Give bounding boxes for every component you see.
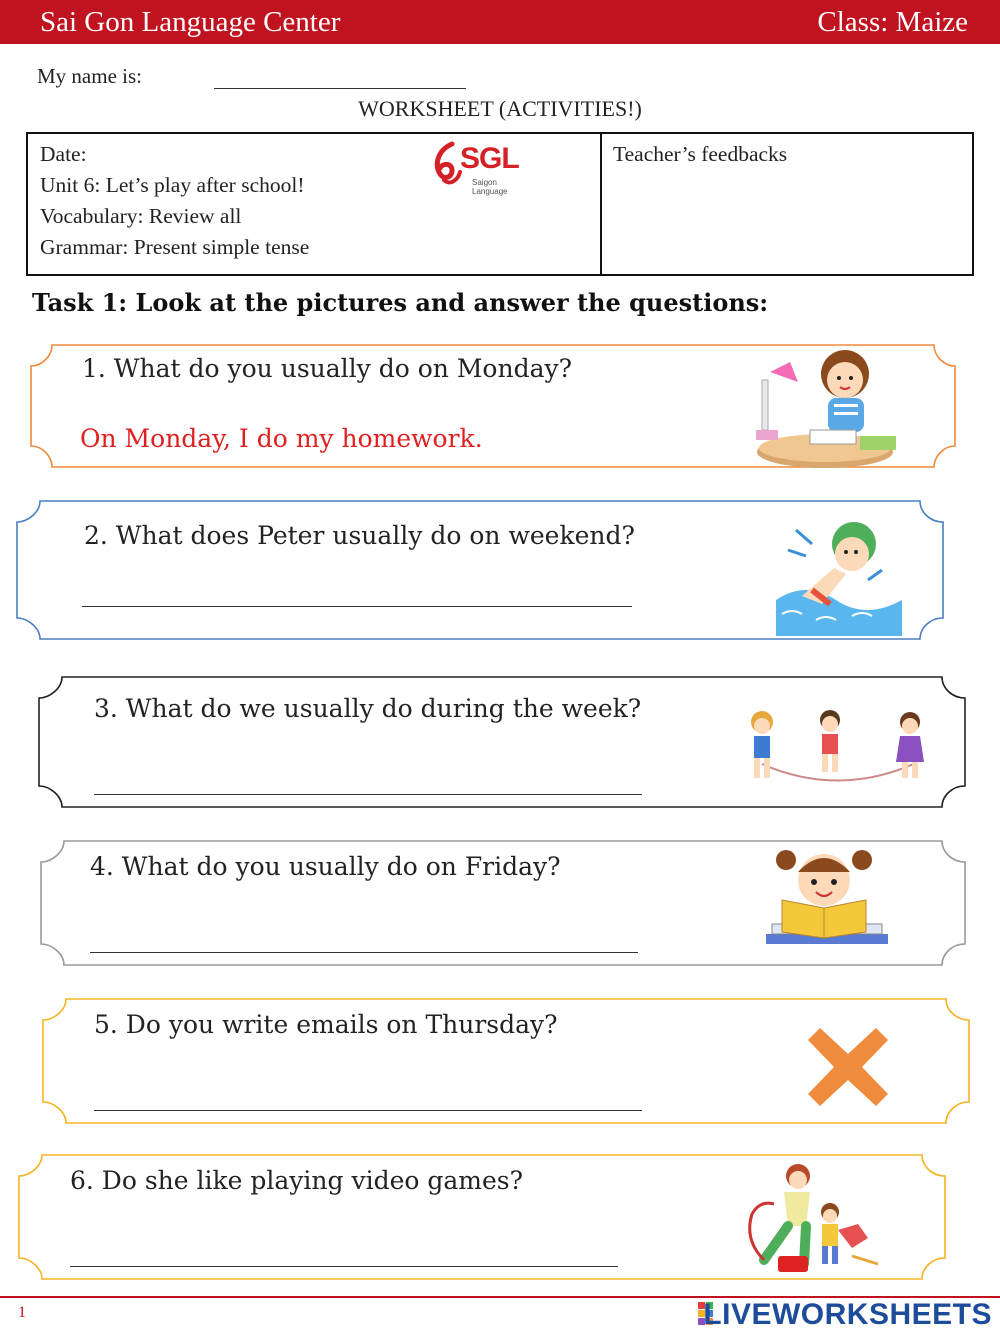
girl-reading-picture [758, 846, 894, 956]
name-label: My name is: [37, 64, 142, 88]
grammar-label: Grammar: Present simple tense [40, 235, 310, 259]
header-bar [0, 0, 1000, 44]
question-text: 3. What do we usually do during the week? [94, 694, 642, 723]
unit-label: Unit 6: Let’s play after school! [40, 173, 305, 197]
answer-line[interactable] [94, 1110, 642, 1111]
date-label: Date: [40, 142, 87, 166]
mother-child-picture [734, 1160, 884, 1278]
liveworksheets-logo[interactable]: LIVEWORKSHEETS [703, 1298, 992, 1331]
center-name: Sai Gon Language Center [40, 6, 341, 38]
page-number: 1 [18, 1304, 26, 1321]
question-text: 4. What do you usually do on Friday? [90, 852, 561, 881]
sgl-logo [430, 140, 530, 196]
answer-line[interactable] [82, 606, 632, 607]
question-text: 1. What do you usually do on Monday? [82, 354, 573, 383]
answer-text[interactable]: On Monday, I do my homework. [80, 424, 483, 453]
worksheet-title: WORKSHEET (ACTIVITIES!) [358, 96, 642, 121]
teacher-feedback-label: Teacher’s feedbacks [613, 142, 788, 166]
answer-line[interactable] [94, 794, 642, 795]
girl-homework-picture [750, 344, 900, 472]
boy-swimming-picture [772, 510, 906, 638]
vocabulary-label: Vocabulary: Review all [40, 204, 242, 228]
answer-line[interactable] [70, 1266, 618, 1267]
class-name: Class: Maize [817, 6, 968, 38]
orange-cross-icon [806, 1026, 890, 1108]
name-input-line[interactable] [214, 88, 466, 89]
question-text: 6. Do she like playing video games? [70, 1166, 524, 1195]
answer-line[interactable] [90, 952, 638, 953]
question-text: 5. Do you write emails on Thursday? [94, 1010, 558, 1039]
task1-title: Task 1: Look at the pictures and answer the questions: [32, 288, 769, 317]
logo-text: SGL [460, 142, 519, 175]
logo-subtext: Saigon Language [472, 178, 508, 196]
question-text: 2. What does Peter usually do on weekend? [84, 521, 635, 550]
sgl-swirl-icon [430, 140, 464, 190]
kids-skipping-picture [740, 708, 940, 790]
